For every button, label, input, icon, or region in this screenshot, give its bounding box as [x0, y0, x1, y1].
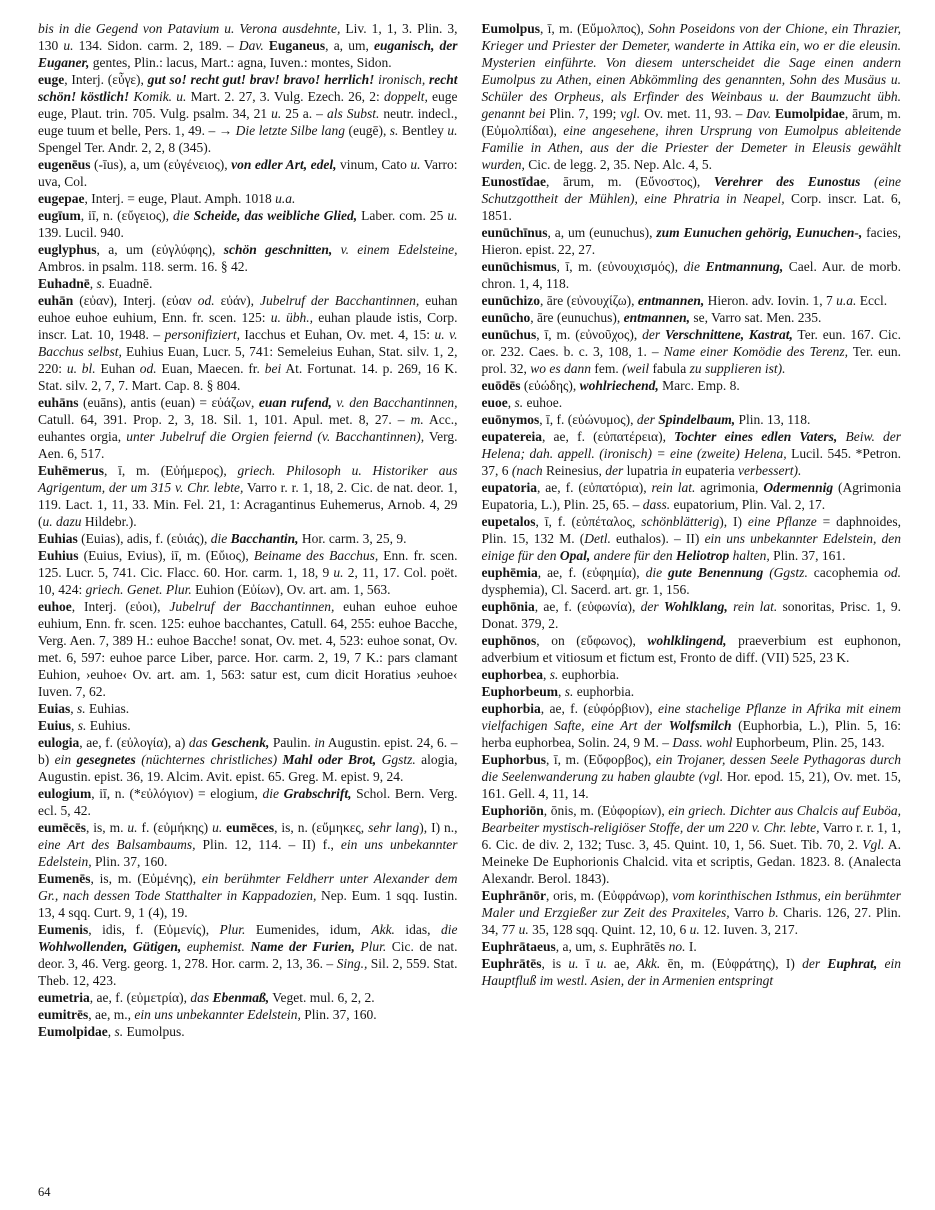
dictionary-entry: eugīum, iī, n. (εὔγειος), die Scheide, das weibliche Glied, Laber. com. 25 u. 139. Lucil. 940.	[38, 208, 458, 240]
dictionary-entry: Euhēmerus, ī, m. (Εὐήμερος), griech. Philosoph u. Historiker aus Agrigentum, der um 315 v. Chr. lebte, Varro r. r. 1, 18, 2. Cic. de nat. deor. 1, 119. Lact. 1, 11, 33. Min. Fel. 21, 1: Acragantinus Euhemerus, Arnob. 4, 29 (u. dazu Hildebr.).	[38, 463, 458, 529]
left-column	[38, 20, 458, 1040]
dictionary-entry: eunūchīnus, a, um (eunuchus), zum Eunuchen gehörig, Eunuchen-, facies, Hieron. epist. 22, 27.	[481, 225, 901, 257]
dictionary-entry: eunūchismus, ī, m. (εὐνουχισμός), die Entmannung, Cael. Aur. de morb. chron. 1, 4, 118.	[481, 259, 902, 291]
dictionary-entry: Euhadnē, s. Euadnē.	[38, 276, 153, 291]
dictionary-entry: euōdēs (εὐώδης), wohlriechend, Marc. Emp. 8.	[481, 378, 740, 393]
dictionary-entry: Euphorbeum, s. euphorbia.	[481, 684, 635, 699]
dictionary-entry: euhān (εὐαν), Interj. (εὐαν od. εὐάν), Jubelruf der Bacchantinnen, euhan euhoe euhoe euhium, Enn. fr. scen. 125: u. übh., euhan plaude istis, Corp. inscr. Lat. 10, 1948. – personifiziert, Iacchus et Euhan, Ov. met. 4, 15: u. v. Bacchus selbst, Euhius Euan, Lucr. 5, 741: Semeleius Euhan, Stat. silv. 1, 2, 220: u. bl. Euhan od. Euan, Maecen. fr. bei At. Fortunat. 14. p. 269, 16 K. Stat. silv. 2, 7, 7. Mart. Cap. 8. § 804.	[38, 293, 458, 393]
dictionary-entry: Euphorbus, ī, m. (Εὔφορβος), ein Trojaner, dessen Seele Pythagoras durch die Seelenwanderung zu haben glaubte (vgl. Hor. epod. 15, 21), Ov. met. 15, 161. Gell. 4, 11, 14.	[481, 752, 901, 801]
dictionary-entry: Eumolpidae, s. Eumolpus.	[38, 1024, 185, 1039]
dictionary-entry: Euphoriōn, ōnis, m. (Εὐφορίων), ein griech. Dichter aus Chalcis auf Euböa, Bearbeiter mystisch-religiöser Stoffe, der um 220 v. Chr. lebte, Varro r. r. 1, 1, 6. Cic. de div. 2, 132; Tusc. 3, 45. Quint. 10, 1, 56. Suet. Tib. 70, 2. Vgl. A. Meineke De Euphorionis Chalcid. vita et scriptis, Gedan. 1823. 8. (Analecta Alexandr. Berol. 1843).	[481, 803, 901, 886]
dictionary-entry: euphōnia, ae, f. (εὐφωνία), der Wohlklang, rein lat. sonoritas, Prisc. 1, 9. Donat. 379, 2.	[481, 599, 902, 631]
dictionary-entry: eunūchizo, āre (εὐνουχίζω), entmannen, Hieron. adv. Iovin. 1, 7 u.a. Eccl.	[481, 293, 888, 308]
dictionary-entry: eunūcho, āre (eunuchus), entmannen, se, Varro sat. Men. 235.	[481, 310, 822, 325]
dictionary-entry: Euphrātēs, is u. ī u. ae, Akk. ēn, m. (Εὐφράτης), I) der Euphrat, ein Hauptfluß im westl. Asien, der in Armenien entspringt	[481, 956, 902, 988]
dictionary-entry: euphorbea, s. euphorbia.	[481, 667, 620, 682]
dictionary-entry: euphōnos, on (εὔφωνος), wohlklingend, praeverbium est euphonon, adverbium et vitiosum et fictum est, Fronto de diff. (VII) 525, 23 K.	[481, 633, 901, 665]
dictionary-entry: euphēmia, ae, f. (εὐφημία), die gute Benennung (Ggstz. cacophemia od. dysphemia), Cl. Sacerd. art. gr. 1, 156.	[481, 565, 902, 597]
dictionary-entry: Euphrānōr, oris, m. (Εὐφράνωρ), vom korinthischen Isthmus, ein berühmter Maler und Erzgießer zur Zeit des Praxiteles, Varro b. Charis. 126, 27. Plin. 34, 77 u. 35, 128 sqq. Quint. 12, 10, 6 u. 12. Iuven. 3, 217.	[481, 888, 901, 937]
dictionary-entry: Euius, s. Euhius.	[38, 718, 131, 733]
dictionary-entry: eugepae, Interj. = euge, Plaut. Amph. 1018 u.a.	[38, 191, 296, 206]
dictionary-entry: Euhias (Euias), adis, f. (εὐιάς), die Bacchantin, Hor. carm. 3, 25, 9.	[38, 531, 407, 546]
dictionary-entry: eupetalos, ī, f. (εὐπέταλος, schönblätterig), I) eine Pflanze = daphnoides, Plin. 15, 132 M. (Detl. euthalos). – II) ein uns unbekannter Edelstein, den einige für den Opal, andere für den Heliotrop halten, Plin. 37, 161.	[481, 514, 901, 563]
dictionary-entry: Euhius (Euius, Evius), iī, m. (Εὔιος), Beiname des Bacchus, Enn. fr. scen. 125. Lucr. 5, 741. Cic. Flacc. 60. Hor. carm. 1, 18, 9 u. 2, 11, 17. Col. poët. 10, 424: griech. Genet. Plur. Euhion (Εὐίων), Ov. art. am. 1, 563.	[38, 548, 458, 597]
page-number: 64	[38, 1185, 51, 1199]
dictionary-entry: bis in die Gegend von Patavium u. Verona ausdehnte, Liv. 1, 1, 3. Plin. 3, 130 u. 134. Sidon. carm. 2, 189. – Dav. Euganeus, a, um, euganisch, der Euganer, gentes, Plin.: lacus, Mart.: agna, Iuven.: montes, Sidon.	[38, 21, 458, 70]
dictionary-entry: eupatoria, ae, f. (εὐπατόρια), rein lat. agrimonia, Odermennig (Agrimonia Eupatoria, L.), Plin. 25, 65. – dass. eupatorium, Plin. Val. 2, 17.	[481, 480, 902, 512]
dictionary-entry: eunūchus, ī, m. (εὐνοῦχος), der Verschnittene, Kastrat, Ter. eun. 167. Cic. or. 232. Caes. b. c. 3, 108, 1. – Name einer Komödie des Terenz, Ter. eun. prol. 32, wo es dann fem. (weil fabula zu supplieren ist).	[481, 327, 902, 376]
dictionary-entry: eulogium, iī, n. (*εὐλόγιον) = elogium, die Grabschrift, Schol. Bern. Verg. ecl. 5, 42.	[38, 786, 458, 818]
dictionary-entry: Euphrātaeus, a, um, s. Euphrātēs no. I.	[481, 939, 697, 954]
dictionary-entry: eumēcēs, is, m. u. f. (εὐμήκης) u. eumēces, is, n. (εὔμηκες, sehr lang), I) n., eine Art des Balsambaums, Plin. 12, 114. – II) f., ein uns unbekannter Edelstein, Plin. 37, 160.	[38, 820, 458, 869]
dictionary-entry: eupatereia, ae, f. (εὐπατέρεια), Tochter eines edlen Vaters, Beiw. der Helena; dah. appell. (ironisch) = eine (zweite) Helena, Lucil. 545. *Petron. 37, 6 (nach Reinesius, der lupatria in eupateria verbessert).	[481, 429, 902, 478]
dictionary-entry: Eumenēs, is, m. (Εὐμένης), ein berühmter Feldherr unter Alexander dem Gr., nach dessen Tode Statthalter in Kappadozien, Nep. Eum. 1 sqq. Iustin. 13, 4 sqq. Curt. 9, 1 (4), 19.	[38, 871, 458, 920]
dictionary-entry: Eumenis, idis, f. (Εὐμενίς), Plur. Eumenides, idum, Akk. idas, die Wohlwollenden, Gütigen, euphemist. Name der Furien, Plur. Cic. de nat. deor. 3, 46. Verg. georg. 1, 278. Hor. carm. 2, 13, 36. – Sing., Sil. 2, 559. Stat. Theb. 12, 423.	[38, 922, 458, 988]
dictionary-entry: Euias, s. Euhias.	[38, 701, 130, 716]
dictionary-entry: eulogia, ae, f. (εὐλογία), a) das Geschenk, Paulin. in Augustin. epist. 24, 6. – b) ein gesegnetes (nüchternes christliches) Mahl oder Brot, Ggstz. alogia, Augustin. epist. 36, 19. Alcim. Avit. epist. 65. Greg. M. epist. 9, 24.	[38, 735, 458, 784]
dictionary-entry: euge, Interj. (εὖγε), gut so! recht gut! brav! bravo! herrlich! ironisch, recht schön! köstlich! Komik. u. Mart. 2. 27, 3. Vulg. Ezech. 26, 2: doppelt, euge euge, Plaut. trin. 705. Vulg. psalm. 34, 21 u. 25 a. – als Subst. neutr. indecl., euge tuum et belle, Pers. 1, 49. – → Die letzte Silbe lang (eugē), s. Bentley u. Spengel Ter. Andr. 2, 2, 8 (345).	[38, 72, 458, 155]
dictionary-entry: euhoe, Interj. (εὐοι), Jubelruf der Bacchantinnen, euhan euhoe euhoe euhium, Enn. fr. scen. 125: euhoe bacchantes, Catull. 64, 255: euhoe Bacche, Verg. Aen. 7, 389 H.: euhoe Bacche! sonat, Ov. met. 4, 523: euhoe sonat, Ov. met. 6, 597: euhoe parce Liber, parce. Hor. carm. 2, 19, 7 K.: pars clamant Euhion, ›euhoe‹ Ov. art. am. 1, 563: satur est, cum dicit Horatius ›euhoe‹ Iuven. 7, 62.	[38, 599, 458, 699]
dictionary-entry: euglyphus, a, um (εὐγλύφης), schön geschnitten, v. einem Edelsteine, Ambros. in psalm. 118. serm. 16. § 42.	[38, 242, 458, 274]
dictionary-entry: Eunostīdae, ārum, m. (Εὔνοστος), Verehrer des Eunostus (eine Schutzgottheit der Mühlen), eine Phratria in Neapel, Corp. inscr. Lat. 6, 1851.	[481, 174, 901, 223]
dictionary-entry: eumitrēs, ae, m., ein uns unbekannter Edelstein, Plin. 37, 160.	[38, 1007, 377, 1022]
dictionary-entry: euoe, s. euhoe.	[481, 395, 563, 410]
dictionary-entry: euōnymos, ī, f. (εὐώνυμος), der Spindelbaum, Plin. 13, 118.	[481, 412, 811, 427]
dictionary-entry: Eumolpus, ī, m. (Εὔμολπος), Sohn Poseidons von der Chione, ein Thrazier, Krieger und Priester der Demeter, wanderte in Attika ein, wo er die eleusin. Mysterien einführte. Von diesem unterscheidet die Sage einen andern Eumolpus zu Athen, einen Abkömmling des genannten, Sohn des Musäus u. Schüler des Orpheus, als Erfinder des Weinbaus u. der Baumzucht übh. genannt bei Plin. 7, 199; vgl. Ov. met. 11, 93. – Dav. Eumolpidae, ārum, m. (Εὐμολπίδαι), eine angesehene, ihren Ursprung von Eumolpus ableitende Familie in Athen, aus der die Priester der Demeter in Eleusis gewählt wurden, Cic. de legg. 2, 35. Nep. Alc. 4, 5.	[481, 21, 901, 172]
two-column-text-area	[38, 20, 901, 1040]
dictionary-entry: euhāns (euāns), antis (euan) = εὐάζων, euan rufend, v. den Bacchantinnen, Catull. 64, 391. Prop. 2, 3, 18. Sil. 1, 101. Apul. met. 8, 27. – m. Acc., euhantes orgia, unter Jubelruf die Orgien feiernd (v. Bacchantinnen), Verg. Aen. 6, 517.	[38, 395, 458, 461]
dictionary-entry: eumetria, ae, f. (εὐμετρία), das Ebenmaß, Veget. mul. 6, 2, 2.	[38, 990, 375, 1005]
dictionary-entry: eugenēus (-īus), a, um (εὐγένειος), von edler Art, edel, vinum, Cato u. Varro: uva, Col.	[38, 157, 458, 189]
dictionary-entry: euphorbia, ae, f. (εὐφόρβιον), eine stachelige Pflanze in Afrika mit einem vielfachigen Safte, eine Art der Wolfsmilch (Euphorbia, L.), Plin. 5, 16: herba euphorbea, Solin. 24, 9 M. – Dass. wohl Euphorbeum, Plin. 25, 143.	[481, 701, 902, 750]
right-column	[482, 20, 902, 1040]
